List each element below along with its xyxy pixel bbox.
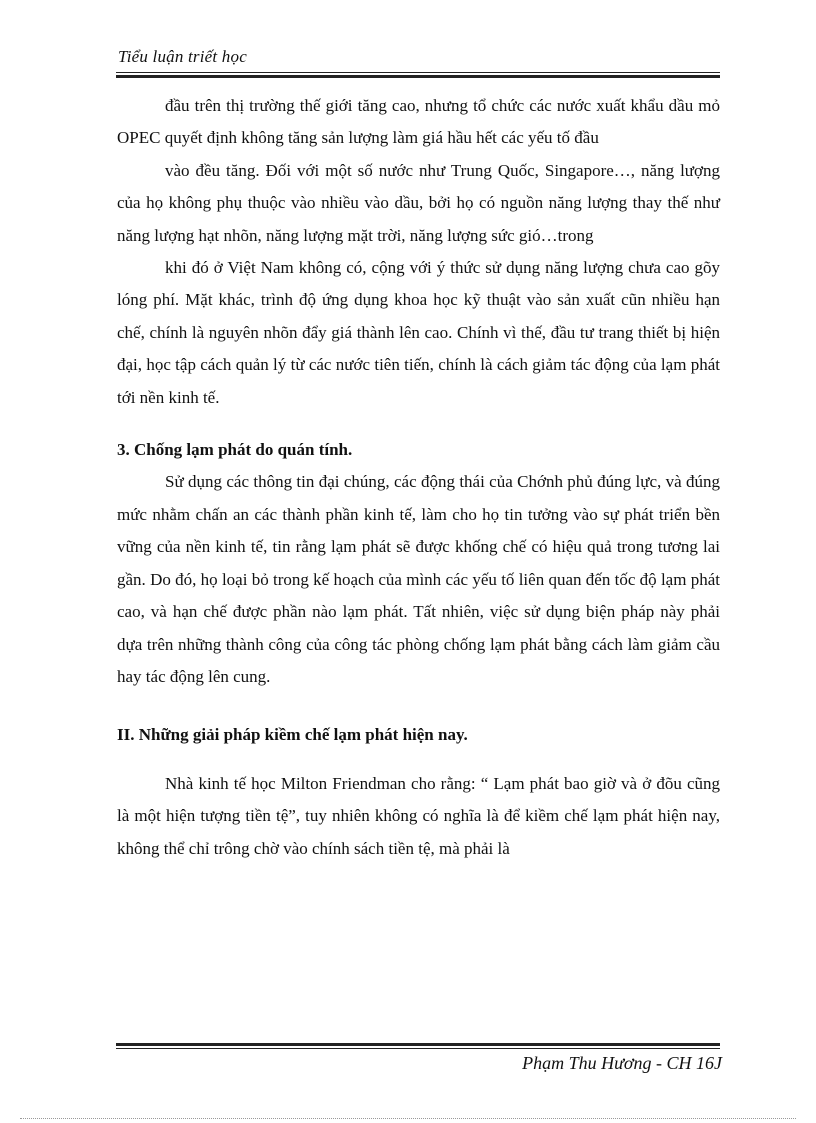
section-heading-II: II. Những giải pháp kiềm chế lạm phát hiện nay. (117, 725, 468, 745)
footer-rule-thick (116, 1043, 720, 1046)
paragraph-1: đầu trên thị trường thế giới tăng cao, nhưng tổ chức các nước xuất khẩu dầu mỏ OPEC quyết định không tăng sản lượng làm giá hầu hết các yếu tố đầu (117, 96, 720, 148)
section-heading-3: 3. Chống lạm phát do quán tính. (117, 440, 353, 460)
document-body (117, 90, 720, 865)
spacer (117, 693, 720, 719)
paragraph-2: vào đều tăng. Đối với một số nước như Trung Quốc, Singapore…, năng lượng của họ không phụ thuộc vào nhiều vào dầu, bởi họ có nguồn năng lượng thay thế như năng lượng hạt nhõn, năng lượng mặt trời, năng lượng sức gió…trong (117, 160, 720, 245)
page-bottom-dotted-line (20, 1118, 796, 1119)
paragraph-5: Nhà kinh tế học Milton Friendman cho rằng: “ Lạm phát bao giờ và ở đõu cũng là một hiện tượng tiền tệ”, tuy nhiên không có nghĩa là để kiềm chế lạm phát hiện nay, không thể chỉ trông chờ vào chính sách tiền tệ, mà phải là (117, 773, 720, 858)
paragraph-3: khi đó ở Việt Nam không có, cộng với ý thức sử dụng năng lượng chưa cao gõy lóng phí. Mặt khác, trình độ ứng dụng khoa học kỹ thuật vào sản xuất cũn nhiều hạn chế, chính là nguyên nhõn đẩy giá thành lên cao. Chính vì thế, đầu tư trang thiết bị hiện đại, học tập cách quản lý từ các nước tiên tiến, chính là cách giảm tác động của lạm phát tới nền kinh tế. (117, 258, 720, 407)
page-header-title: Tiểu luận triết học (118, 47, 247, 66)
header-rule-thin (116, 72, 720, 73)
footer-rule-thin (116, 1048, 720, 1049)
paragraph-4: Sử dụng các thông tin đại chúng, các động thái của Chớnh phủ đúng lực, và đúng mức nhằm chấn an các thành phần kinh tế, làm cho họ tin tưởng vào sự phát triển bền vững của nền kinh tế, tin rằng lạm phát sẽ được khống chế có hiệu quả trong tương lai gần. Do đó, họ loại bỏ trong kế hoạch của mình các yếu tố liên quan đến tốc độ lạm phát cao, và hạn chế được phần nào lạm phát. Tất nhiên, việc sử dụng biện pháp này phải dựa trên những thành công của công tác phòng chống lạm phát bằng cách làm giảm cầu hay tác động lên cung. (117, 472, 720, 686)
footer-author: Phạm Thu Hương - CH 16J (522, 1053, 722, 1073)
spacer (117, 414, 720, 434)
header-rule-thick (116, 75, 720, 78)
spacer (117, 752, 720, 768)
